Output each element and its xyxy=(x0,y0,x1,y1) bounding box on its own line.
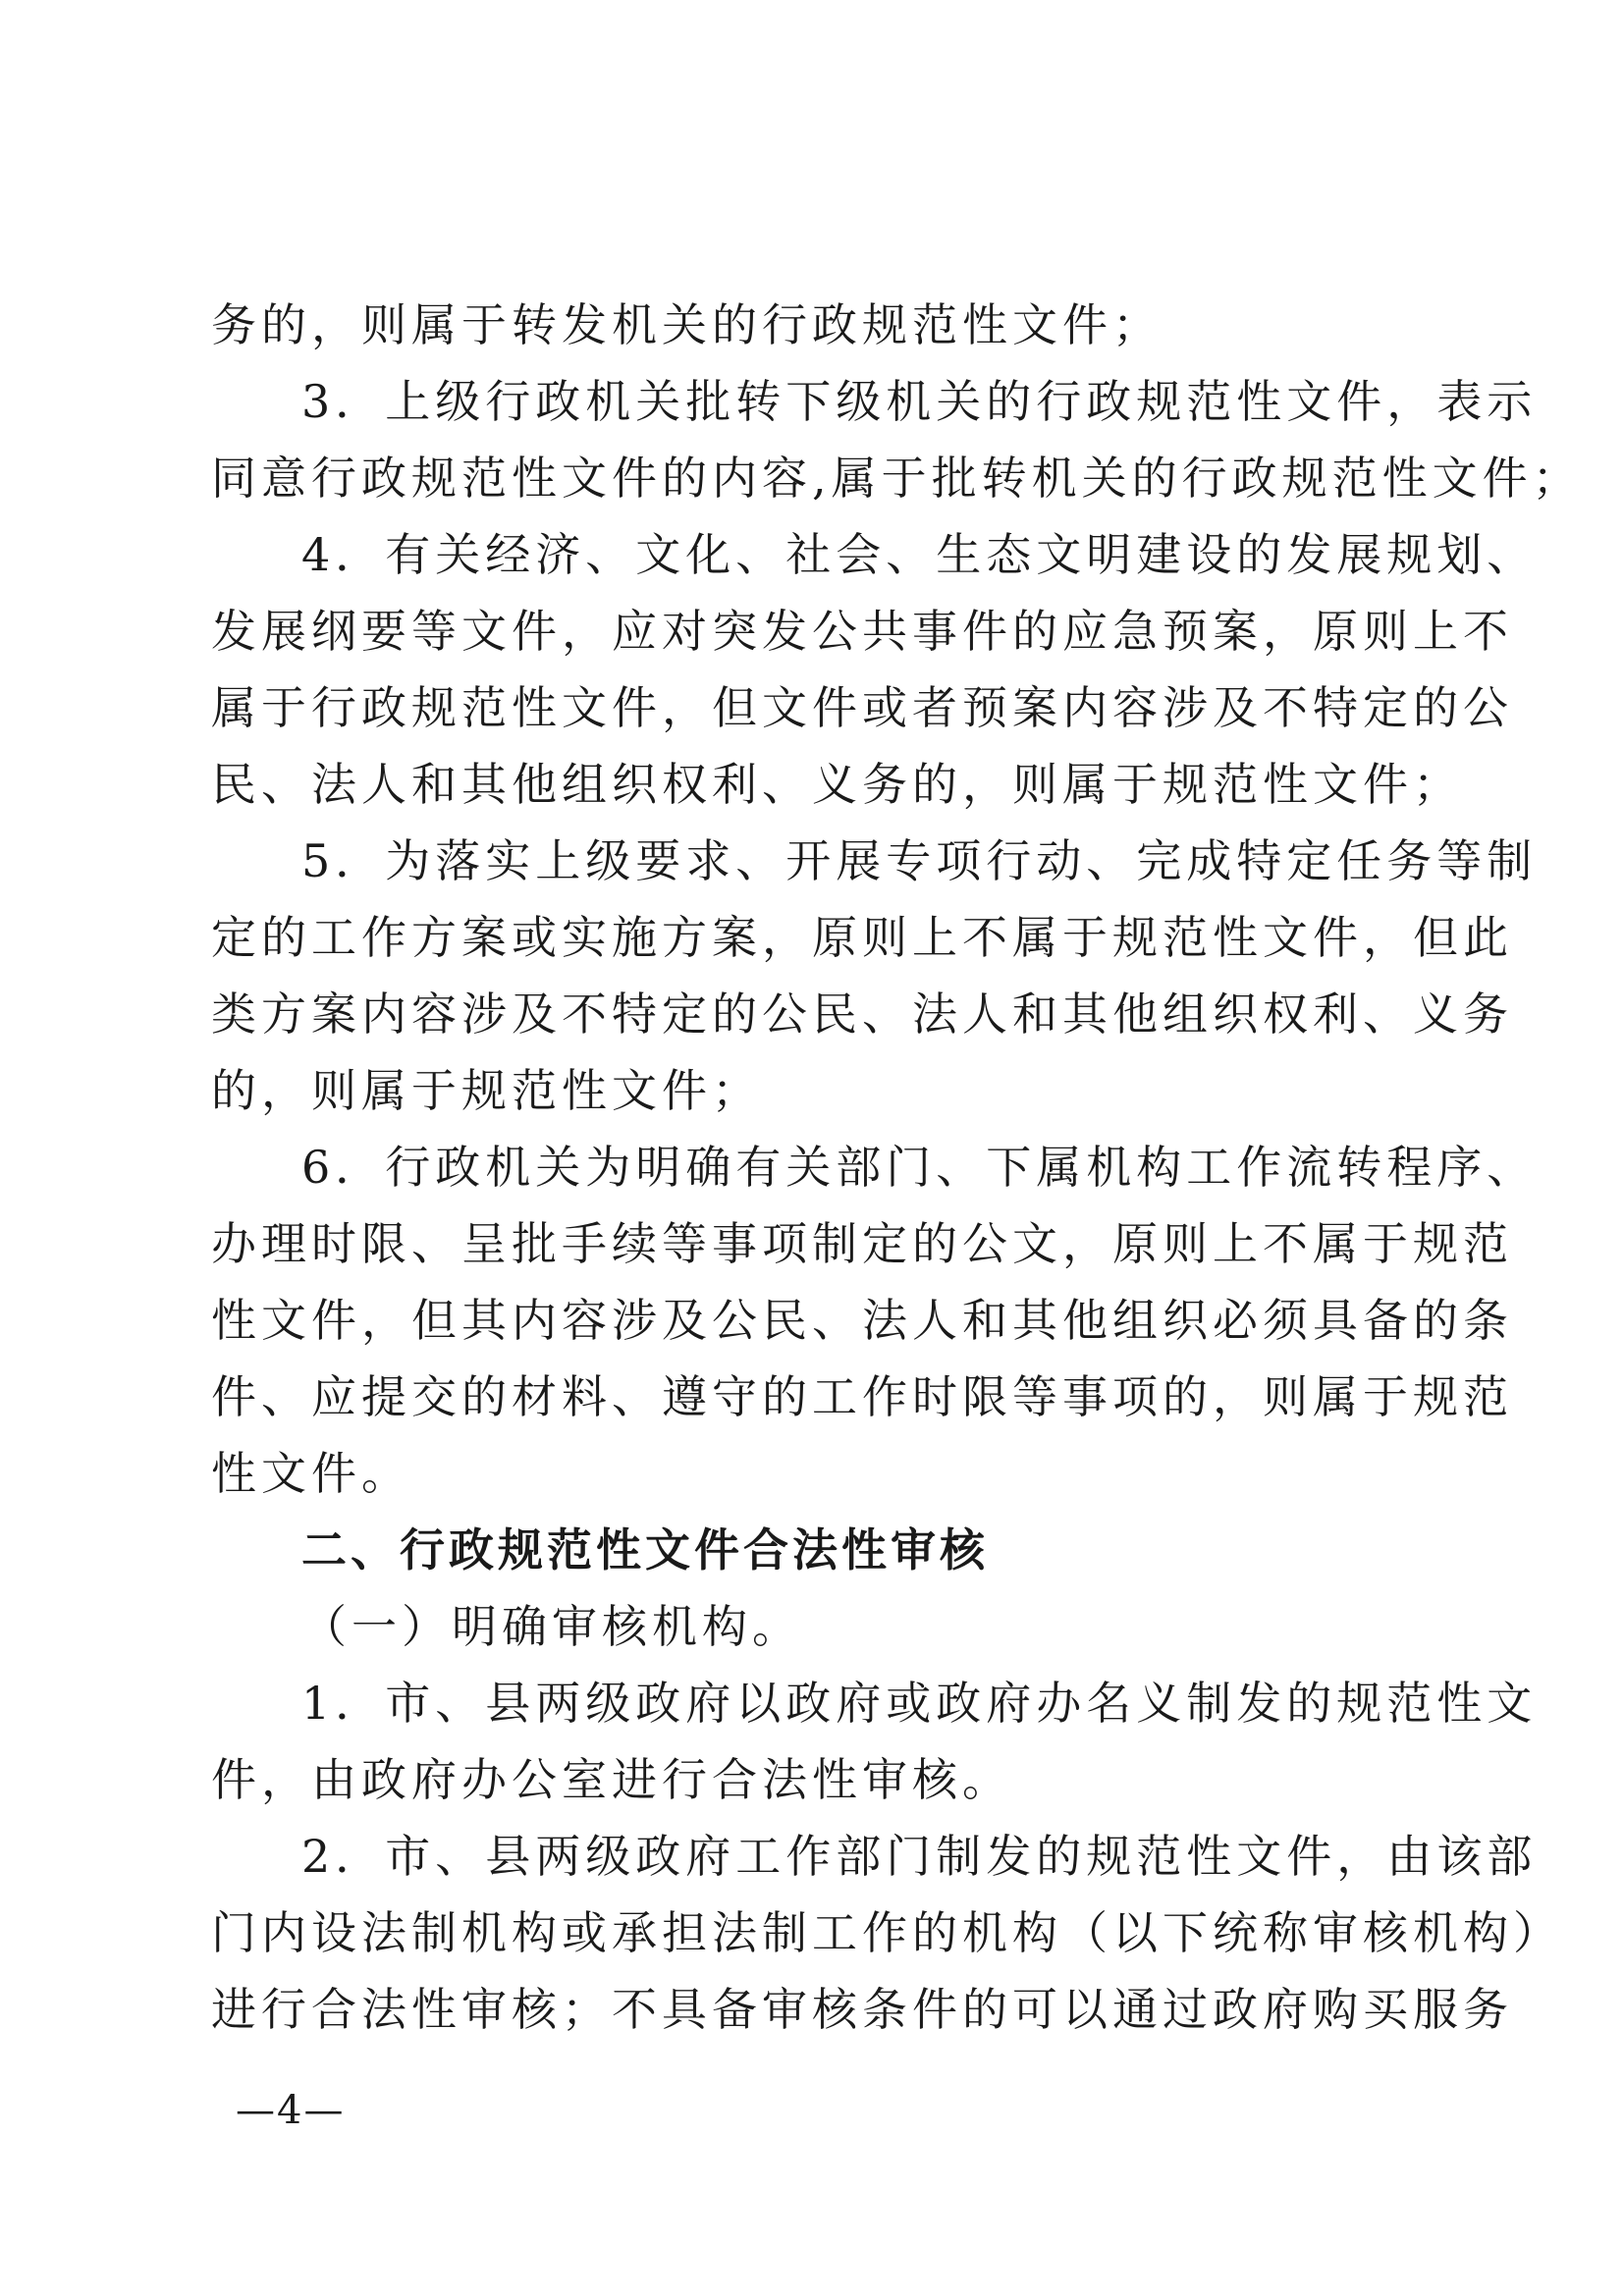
paragraph-item-6-start: 6．行政机关为明确有关部门、下属机构工作流转程序、 xyxy=(301,1141,1538,1194)
text-line: 务的，则属于转发机关的行政规范性文件； xyxy=(211,298,1163,351)
paragraph-item-4-start: 4．有关经济、文化、社会、生态文明建设的发展规划、 xyxy=(301,528,1538,581)
text-line: 门内设法制机构或承担法制工作的机构（以下统称审核机构） xyxy=(211,1906,1563,1959)
text-line: 进行合法性审核；不具备审核条件的可以通过政府购买服务 xyxy=(211,1983,1513,2036)
text-line: 件、应提交的材料、遵守的工作时限等事项的，则属于规范 xyxy=(211,1370,1513,1423)
paragraph-item-3-start: 3．上级行政机关批转下级机关的行政规范性文件，表示 xyxy=(301,375,1538,428)
text-line: 类方案内容涉及不特定的公民、法人和其他组织权利、义务 xyxy=(211,988,1513,1041)
text-line: 定的工作方案或实施方案，原则上不属于规范性文件，但此 xyxy=(211,911,1513,964)
text-line: 的，则属于规范性文件； xyxy=(211,1064,762,1117)
text-line: 属于行政规范性文件，但文件或者预案内容涉及不特定的公 xyxy=(211,681,1513,734)
text-line: 民、法人和其他组织权利、义务的，则属于规范性文件； xyxy=(211,758,1463,811)
text-line: 办理时限、呈批手续等事项制定的公文，原则上不属于规范 xyxy=(211,1217,1513,1270)
text-line: 性文件，但其内容涉及公民、法人和其他组织必须具备的条 xyxy=(211,1294,1513,1347)
text-line: 同意行政规范性文件的内容,属于批转机关的行政规范性文件； xyxy=(211,452,1583,505)
paragraph-item-5-start: 5．为落实上级要求、开展专项行动、完成特定任务等制 xyxy=(301,834,1538,887)
text-line: 性文件。 xyxy=(211,1447,411,1500)
page-number: —4— xyxy=(236,2088,346,2133)
subsection-heading: （一）明确审核机构。 xyxy=(301,1600,802,1653)
text-line: 件，由政府办公室进行合法性审核。 xyxy=(211,1753,1012,1806)
section-heading: 二、行政规范性文件合法性审核 xyxy=(301,1523,989,1576)
text-line: 发展纲要等文件，应对突发公共事件的应急预案，原则上不 xyxy=(211,605,1513,658)
paragraph-item-1-start: 1．市、县两级政府以政府或政府办名义制发的规范性文 xyxy=(301,1677,1538,1730)
paragraph-item-2-start: 2．市、县两级政府工作部门制发的规范性文件，由该部 xyxy=(301,1830,1538,1883)
